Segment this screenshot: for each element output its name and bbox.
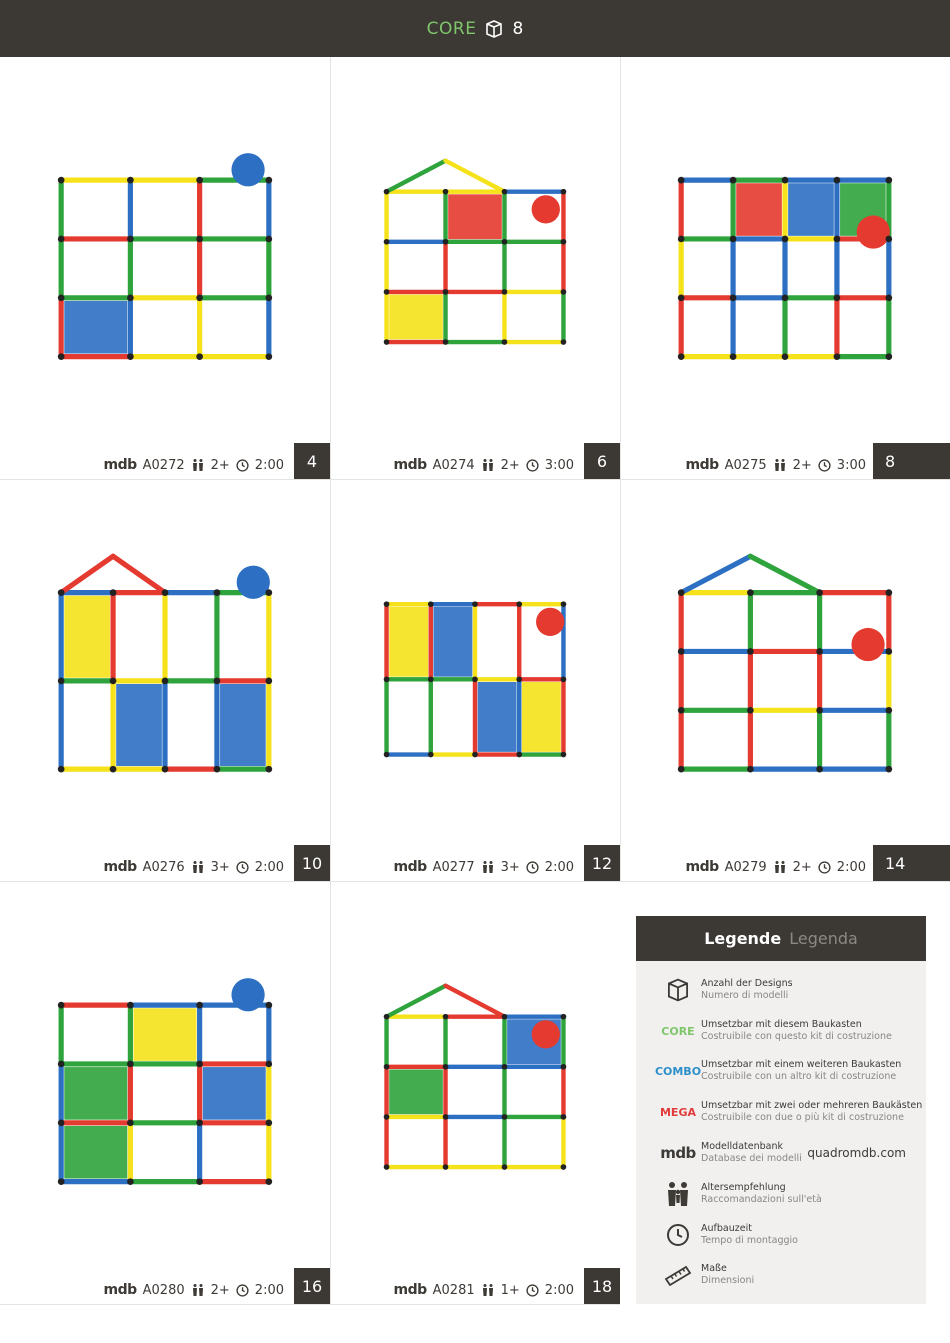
model-code: A0279 — [724, 859, 767, 875]
model-code: A0276 — [142, 859, 185, 875]
model-code: A0280 — [142, 1282, 185, 1298]
model-meta — [394, 1282, 575, 1298]
model-code: A0274 — [432, 457, 475, 473]
model-meta — [104, 1282, 285, 1298]
legend-row-designs: Anzahl der Designs Numero di modelli — [636, 974, 926, 1014]
model-code: A0281 — [432, 1282, 475, 1298]
cube-icon — [484, 19, 504, 39]
model-image — [360, 530, 590, 811]
age-recommendation: 3+ — [210, 859, 230, 875]
build-time: 2:00 — [836, 859, 866, 875]
page-number-badge[interactable]: 6 — [584, 443, 620, 479]
mdb-logo: mdb — [685, 457, 719, 473]
model-image — [30, 530, 300, 811]
model-code: A0277 — [432, 859, 475, 875]
mdb-logo: mdb — [103, 1282, 137, 1298]
model-card[interactable] — [620, 57, 950, 479]
page-number-badge[interactable]: 18 — [584, 1268, 620, 1304]
header-core-label: CORE — [426, 18, 477, 39]
age-recommendation: 2+ — [792, 457, 812, 473]
clock-icon — [818, 459, 831, 472]
mdb-logo: mdb — [685, 859, 719, 875]
family-icon — [481, 1283, 495, 1297]
mdb-logo: mdb — [660, 1144, 696, 1162]
age-recommendation: 2+ — [210, 457, 230, 473]
model-image — [360, 932, 590, 1234]
page-number-badge[interactable]: 14 — [873, 845, 950, 881]
model-card[interactable] — [0, 480, 330, 881]
age-recommendation: 3+ — [500, 859, 520, 875]
mega-label: MEGA — [659, 1105, 696, 1119]
mdb-logo: mdb — [103, 859, 137, 875]
build-time: 2:00 — [544, 859, 574, 875]
combo-label: COMBO — [654, 1064, 702, 1078]
family-icon — [191, 1283, 205, 1297]
clock-icon — [236, 861, 249, 874]
cube-icon — [665, 977, 691, 1003]
legend-title-it: Legenda — [789, 929, 858, 948]
legend-row-age: Altersempfehlung Raccomandazioni sull'età — [636, 1178, 926, 1218]
model-card[interactable] — [330, 882, 620, 1304]
model-image — [650, 530, 920, 811]
legend-panel — [636, 916, 926, 1304]
mdb-logo: mdb — [393, 457, 427, 473]
model-image — [30, 107, 300, 409]
mdb-logo: mdb — [393, 1282, 427, 1298]
page-number-badge[interactable]: 16 — [294, 1268, 330, 1304]
model-meta — [394, 457, 575, 473]
age-recommendation: 1+ — [500, 1282, 520, 1298]
legend-header — [636, 916, 926, 961]
header-design-count: 8 — [512, 18, 524, 39]
model-card[interactable] — [0, 57, 330, 479]
clock-icon — [236, 459, 249, 472]
model-meta — [686, 859, 867, 875]
build-time: 2:00 — [254, 859, 284, 875]
page-number-badge[interactable]: 8 — [873, 443, 950, 479]
model-code: A0272 — [142, 457, 185, 473]
family-icon — [481, 860, 495, 874]
ruler-icon — [664, 1264, 692, 1286]
family-icon — [191, 458, 205, 472]
legend-row-time: Aufbauzeit Tempo di montaggio — [636, 1219, 926, 1259]
age-recommendation: 2+ — [500, 457, 520, 473]
family-icon — [773, 860, 787, 874]
age-recommendation: 2+ — [210, 1282, 230, 1298]
model-code: A0275 — [724, 457, 767, 473]
build-time: 2:00 — [544, 1282, 574, 1298]
legend-row-mega: MEGA Umsetzbar mit zwei oder mehreren Baukästen Costruibile con due o più kit di costruzione — [636, 1096, 926, 1136]
model-meta — [104, 859, 285, 875]
clock-icon — [236, 1284, 249, 1297]
model-image — [650, 107, 920, 409]
model-card[interactable] — [330, 57, 620, 479]
model-card[interactable] — [330, 480, 620, 881]
page-number-badge[interactable]: 10 — [294, 845, 330, 881]
model-image — [30, 932, 300, 1234]
family-icon — [191, 860, 205, 874]
family-icon — [664, 1181, 692, 1207]
clock-icon — [526, 861, 539, 874]
model-meta — [394, 859, 575, 875]
build-time: 3:00 — [836, 457, 866, 473]
legend-row-mdb: mdb Modelldatenbank Database dei modelli quadromdb.com — [636, 1137, 926, 1177]
build-time: 2:00 — [254, 1282, 284, 1298]
family-icon — [773, 458, 787, 472]
model-meta — [686, 457, 867, 473]
clock-icon — [666, 1223, 690, 1247]
legend-title-de: Legende — [704, 929, 782, 948]
mdb-url-link[interactable]: quadromdb.com — [807, 1146, 906, 1160]
model-card[interactable] — [0, 882, 330, 1304]
page-number-badge[interactable]: 12 — [584, 845, 620, 881]
model-card[interactable] — [620, 480, 950, 881]
mdb-logo: mdb — [393, 859, 427, 875]
clock-icon — [526, 1284, 539, 1297]
header-bar — [0, 0, 950, 57]
legend-row-combo: COMBO Umsetzbar mit einem weiteren Baukasten Costruibile con un altro kit di costruzione — [636, 1055, 926, 1095]
model-image — [360, 107, 590, 409]
core-label: CORE — [661, 1024, 695, 1038]
clock-icon — [818, 861, 831, 874]
model-meta — [104, 457, 285, 473]
family-icon — [481, 458, 495, 472]
mdb-logo: mdb — [103, 457, 137, 473]
build-time: 3:00 — [544, 457, 574, 473]
legend-row-core: CORE Umsetzbar mit diesem Baukasten Costruibile con questo kit di costruzione — [636, 1015, 926, 1055]
build-time: 2:00 — [254, 457, 284, 473]
divider — [0, 1304, 620, 1305]
legend-row-dimensions: Maße Dimensioni — [636, 1259, 926, 1299]
clock-icon — [526, 459, 539, 472]
page-number-badge[interactable]: 4 — [294, 443, 330, 479]
age-recommendation: 2+ — [792, 859, 812, 875]
